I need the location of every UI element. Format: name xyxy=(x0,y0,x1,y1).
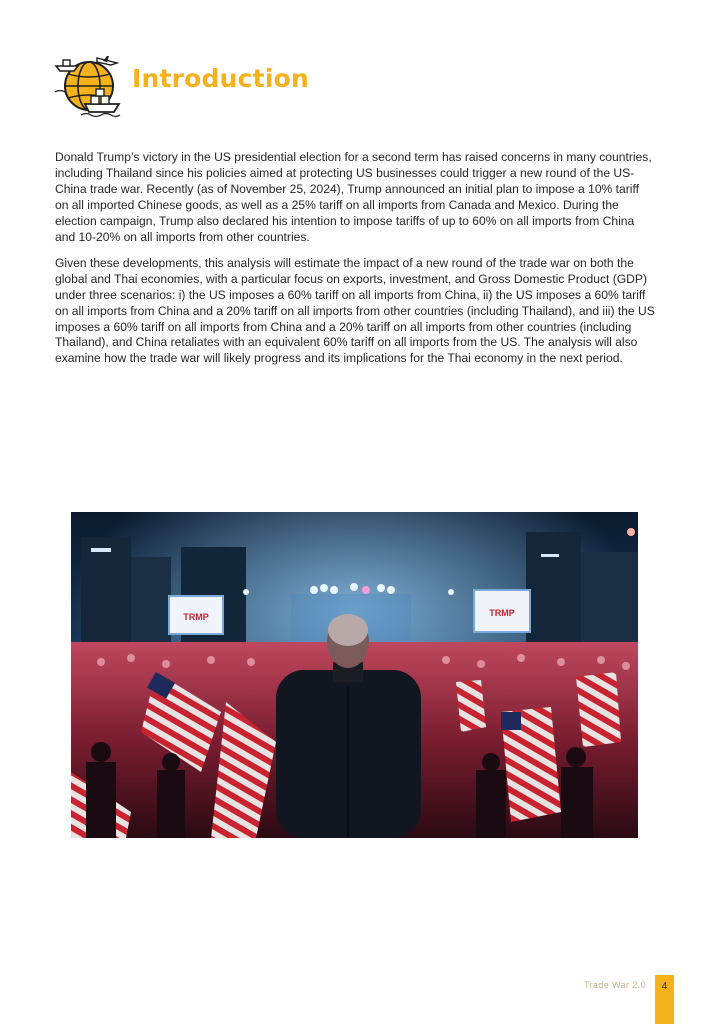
screen-left-text: TRMP xyxy=(183,612,209,622)
page-number-tab: 4 xyxy=(655,975,674,1024)
intro-body xyxy=(55,150,655,378)
rally-photo xyxy=(71,512,638,838)
screen-right-text: TRMP xyxy=(489,608,515,618)
intro-paragraph-2: Given these developments, this analysis will estimate the impact of a new round of the trade war on both the global and Thai economies, with a particular focus on exports, investment, and Gross Domestic Product (GDP) under three scenarios: i) the US imposes a 60% tariff on all imports from China, ii) the US imposes a 60% tariff on all imports from China and a 20% tariff on all imports from other countries (including Thailand), and iii) the US imposes a 60% tariff on all imports from China and a 20% tariff on all imports from other countries (including Thailand), and China retaliates with an equivalent 60% tariff on all imports from the US. The analysis will also examine how the trade war will likely progress and its implications for the Thai economy in the next period. xyxy=(55,255,655,366)
section-header xyxy=(51,52,309,118)
footer-title: Trade War 2.0 xyxy=(583,980,646,990)
globe-trade-icon xyxy=(51,52,121,118)
intro-paragraph-1: Donald Trump’s victory in the US presidential election for a second term has raised concerns in many countries, including Thailand since his policies aimed at protecting US businesses could trigger a new round of the US-China trade war. Recently (as of November 25, 2024), Trump announced an initial plan to impose a 10% tariff on all imported Chinese goods, as well as a 25% tariff on all imports from Canada and Mexico. During the election campaign, Trump also declared his intention to impose tariffs of up to 60% on all imports from China and 10-20% on all imports from other countries. xyxy=(55,150,652,244)
page-title: Introduction xyxy=(132,63,309,93)
